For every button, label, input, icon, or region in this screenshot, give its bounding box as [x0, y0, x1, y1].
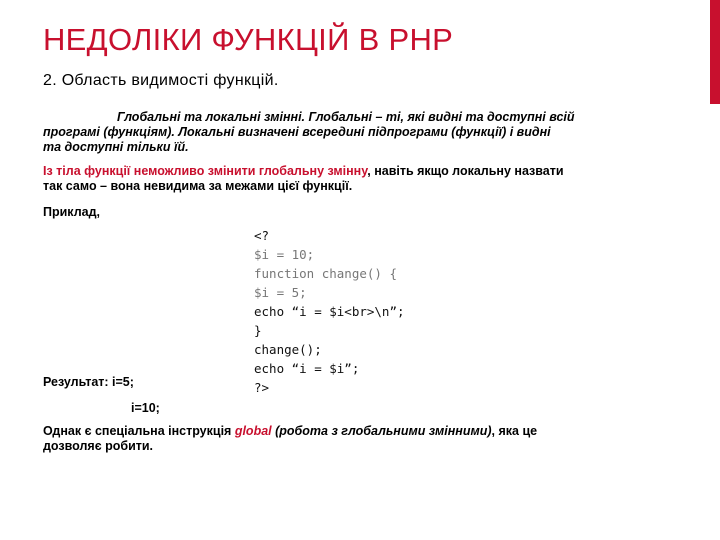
code-line: $i = 5;: [254, 285, 307, 300]
accent-bar: [710, 0, 720, 104]
outro-italic: (робота з глобальними змінними): [271, 424, 492, 438]
section-subtitle: 2. Область видимості функцій.: [43, 72, 279, 89]
intro-text-1: Глобальні та локальні змінні. Глобальні – ті, які видні та доступні всій: [117, 110, 575, 124]
outro-line-1: [43, 424, 643, 439]
code-line: echo “i = $i<br>\n”;: [254, 304, 405, 319]
rule-line-1: [43, 164, 643, 179]
global-keyword: global: [234, 424, 272, 438]
code-line: ?>: [254, 380, 270, 395]
example-label: Приклад,: [43, 205, 101, 219]
rule-line-2: так само – вона невидима за межами цієї функції.: [43, 179, 353, 193]
code-line: change();: [254, 342, 322, 357]
outro-line-2: дозволяє робити.: [43, 439, 154, 453]
intro-line-3: та доступні тільки їй.: [43, 140, 189, 154]
code-line: echo “i = $i”;: [254, 361, 360, 376]
slide-title: НЕДОЛІКИ ФУНКЦІЙ В PHP: [43, 22, 454, 57]
result-second-value: i=10;: [131, 401, 160, 415]
intro-line-1: [43, 110, 643, 125]
outro-paragraph: [43, 424, 643, 454]
result-label: Результат: i=5;: [43, 375, 134, 389]
intro-line-2: програмі (функціям). Локальні визначені всередині підпрограми (функції) і видні: [43, 125, 551, 139]
code-line: $i = 10;: [254, 247, 315, 262]
code-line: function change() {: [254, 266, 397, 281]
code-block: [254, 226, 405, 397]
outro-post: , яка це: [491, 424, 538, 438]
outro-pre: Однак є спеціальна інструкція: [43, 424, 235, 438]
rule-paragraph: [43, 164, 643, 194]
intro-paragraph: [43, 110, 643, 155]
rule-highlight: Із тіла функції неможливо змінити глобальну змінну: [43, 164, 368, 178]
code-line: <?: [254, 228, 270, 243]
code-line: }: [254, 323, 262, 338]
rule-rest: , навіть якщо локальну назвати: [367, 164, 564, 178]
